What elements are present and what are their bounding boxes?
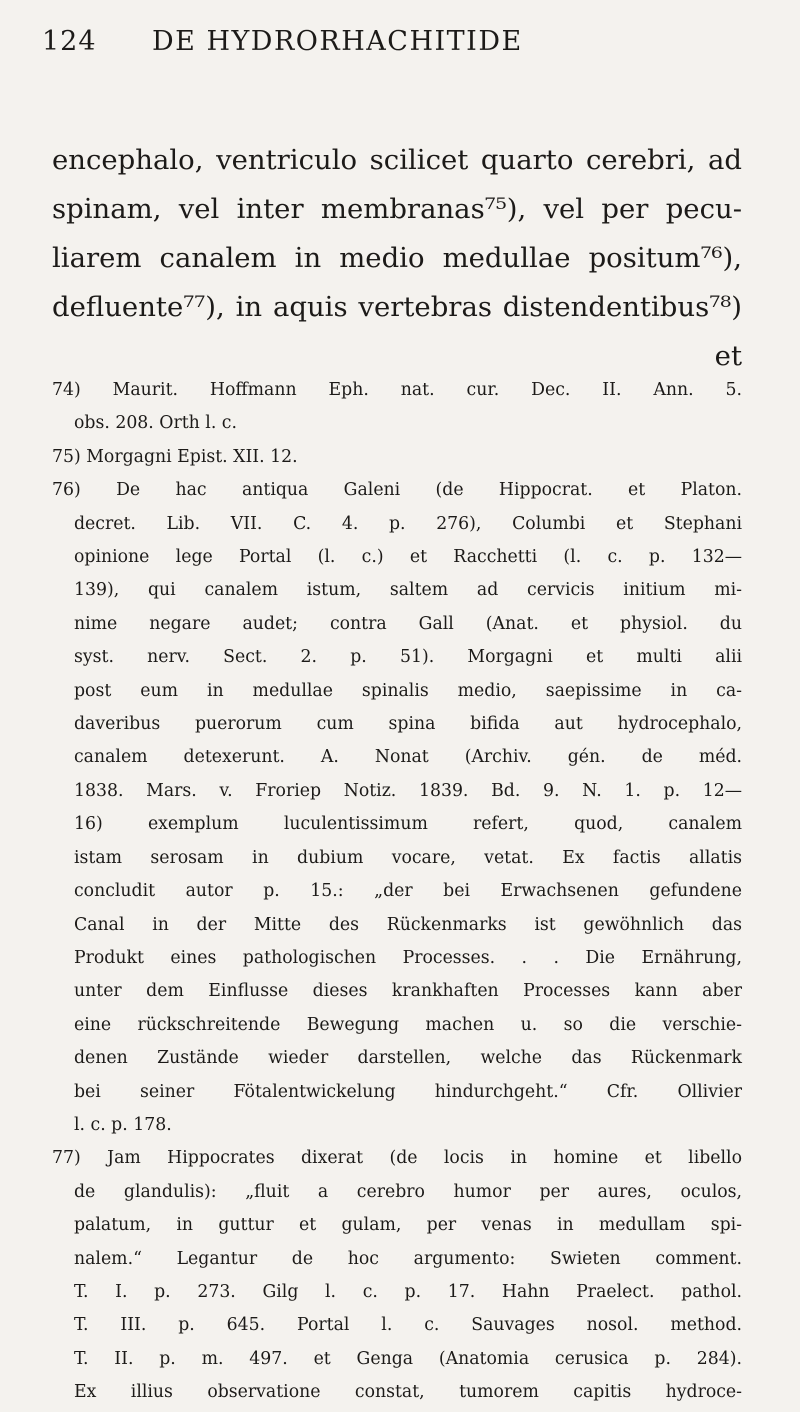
- footnote-line: daveribus puerorum cum spina bifida aut hydrocephalo,: [74, 714, 742, 735]
- main-text: [52, 136, 742, 381]
- catchword: et: [714, 340, 742, 372]
- page-number: 124: [42, 26, 97, 57]
- footnote-line: opinione lege Portal (l. c.) et Racchetti (l. c. p. 132—: [74, 547, 742, 568]
- footnote-line: concludit autor p. 15.: „der bei Erwachsenen gefundene: [74, 881, 742, 902]
- footnote-line: 1838. Mars. v. Froriep Notiz. 1839. Bd. 9. N. 1. p. 12—: [74, 780, 742, 801]
- footnote-line: nime negare audet; contra Gall (Anat. et physiol. du: [74, 613, 742, 634]
- footnote-line: palatum, in guttur et gulam, per venas in medullam spi-: [74, 1215, 742, 1236]
- footnote-line: syst. nerv. Sect. 2. p. 51). Morgagni et multi alii: [74, 647, 742, 668]
- footnote-line: l. c. p. 178.: [74, 1114, 172, 1135]
- text-line: encephalo, ventriculo scilicet quarto cerebri, ad: [52, 144, 742, 176]
- text-line: spinam, vel inter membranas⁷⁵), vel per pecu-: [52, 193, 742, 225]
- footnote-line: decret. Lib. VII. C. 4. p. 276), Columbi et Stephani: [74, 513, 742, 534]
- text-line: liarem canalem in medio medullae positum⁷⁶),: [52, 242, 742, 274]
- footnote-line: Canal in der Mitte des Rückenmarks ist gewöhnlich das: [74, 914, 742, 935]
- footnote-line: 75) Morgagni Epist. XII. 12.: [52, 446, 298, 467]
- text-line: defluente⁷⁷), in aquis vertebras distendentibus⁷⁸): [52, 291, 742, 323]
- footnote-line: unter dem Einflusse dieses krankhaften Processes kann aber: [74, 981, 742, 1002]
- footnote-line: nalem.“ Legantur de hoc argumento: Swieten comment.: [74, 1248, 742, 1269]
- page-header: [42, 18, 742, 68]
- footnote-line: Ex illius observatione constat, tumorem capitis hydroce-: [74, 1382, 742, 1403]
- running-title: DE HYDRORHACHITIDE: [152, 26, 523, 57]
- footnote-line: canalem detexerunt. A. Nonat (Archiv. gén. de méd.: [74, 747, 742, 768]
- footnote-line: istam serosam in dubium vocare, vetat. Ex factis allatis: [74, 847, 742, 868]
- footnote-line: 77) Jam Hippocrates dixerat (de locis in homine et libello: [52, 1148, 742, 1169]
- footnote-line: denen Zustände wieder darstellen, welche das Rückenmark: [74, 1048, 742, 1069]
- footnote-line: bei seiner Fötalentwickelung hindurchgeht.“ Cfr. Ollivier: [74, 1081, 742, 1102]
- footnote-line: 16) exemplum luculentissimum refert, quod, canalem: [74, 814, 742, 835]
- footnote-line: T. III. p. 645. Portal l. c. Sauvages nosol. method.: [74, 1315, 742, 1336]
- footnote-line: post eum in medullae spinalis medio, saepissime in ca-: [74, 680, 742, 701]
- footnote-line: T. I. p. 273. Gilg l. c. p. 17. Hahn Praelect. pathol.: [74, 1281, 742, 1302]
- footnote-line: 76) De hac antiqua Galeni (de Hippocrat. et Platon.: [52, 480, 742, 501]
- footnote-line: obs. 208. Orth l. c.: [74, 413, 237, 434]
- footnotes: [52, 374, 742, 1410]
- footnote-line: 139), qui canalem istum, saltem ad cervicis initium mi-: [74, 580, 742, 601]
- footnote-line: 74) Maurit. Hoffmann Eph. nat. cur. Dec. II. Ann. 5.: [52, 380, 742, 400]
- footnote-line: T. II. p. m. 497. et Genga (Anatomia cerusica p. 284).: [74, 1348, 742, 1369]
- footnote-line: de glandulis): „fluit a cerebro humor per aures, oculos,: [74, 1181, 742, 1202]
- footnote-line: eine rückschreitende Bewegung machen u. so die verschie-: [74, 1014, 742, 1035]
- footnote-line: Produkt eines pathologischen Processes. . . Die Ernährung,: [74, 947, 742, 968]
